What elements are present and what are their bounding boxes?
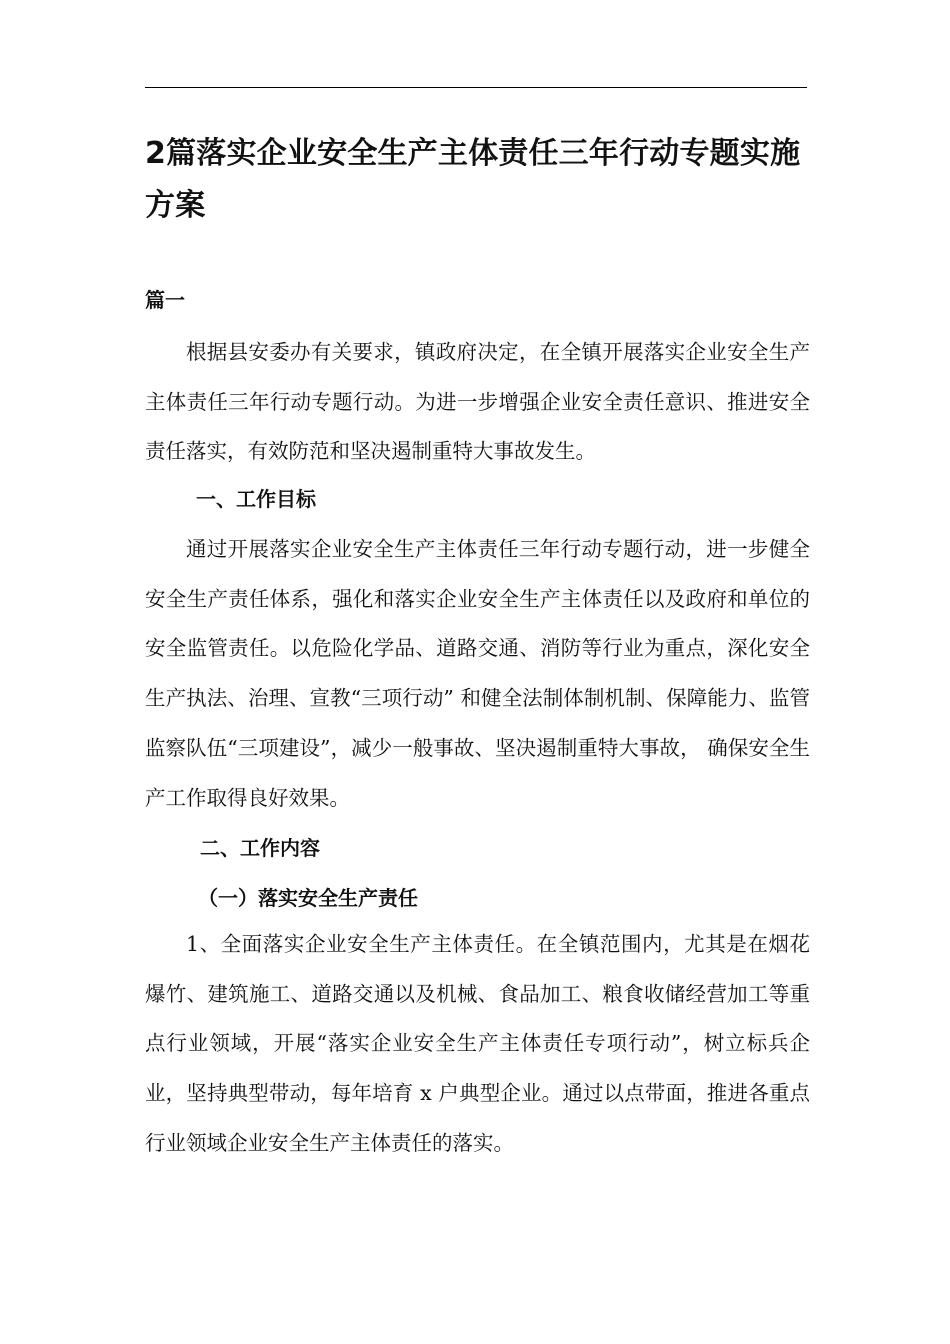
document-title: 2篇落实企业安全生产主体责任三年行动专题实施方案 [145,136,801,223]
heading-work-content: 二、工作内容 [200,836,320,860]
section-label: 篇一 [145,288,185,312]
intro-paragraph: 根据县安委办有关要求，镇政府决定，在全镇开展落实企业安全生产主体责任三年行动专题行动。为进一步增强企业安全责任意识、推进安全责任落实，有效防范和坚决遏制重特大事故发生。 [145,340,810,464]
item1-paragraph: 1、全面落实企业安全生产主体责任。在全镇范围内，尤其是在烟花爆竹、建筑施工、道路交通以及机械、食品加工、粮食收储经营加工等重点行业领域，开展“落实企业安全生产主体责任专项行动”，树立标兵企业，坚持典型带动，每年培育 x 户典型企业。通过以点带面，推进各重点行业领域企业安全生产主体责任的落实。 [145,932,810,1155]
goal-paragraph: 通过开展落实企业安全生产主体责任三年行动专题行动，进一步健全安全生产责任体系，强化和落实企业安全生产主体责任以及政府和单位的安全监管责任。以危险化学品、道路交通、消防等行业为重点，深化安全生产执法、治理、宣教“三项行动” 和健全法制体制机制、保障能力、监管监察队伍“三项建设”，减少一般事故、坚决遏制重特大事故， 确保安全生产工作取得良好效果。 [145,537,810,810]
header-rule [145,87,807,88]
heading-work-goal: 一、工作目标 [196,487,316,511]
heading-responsibility: （一）落实安全生产责任 [198,886,418,910]
